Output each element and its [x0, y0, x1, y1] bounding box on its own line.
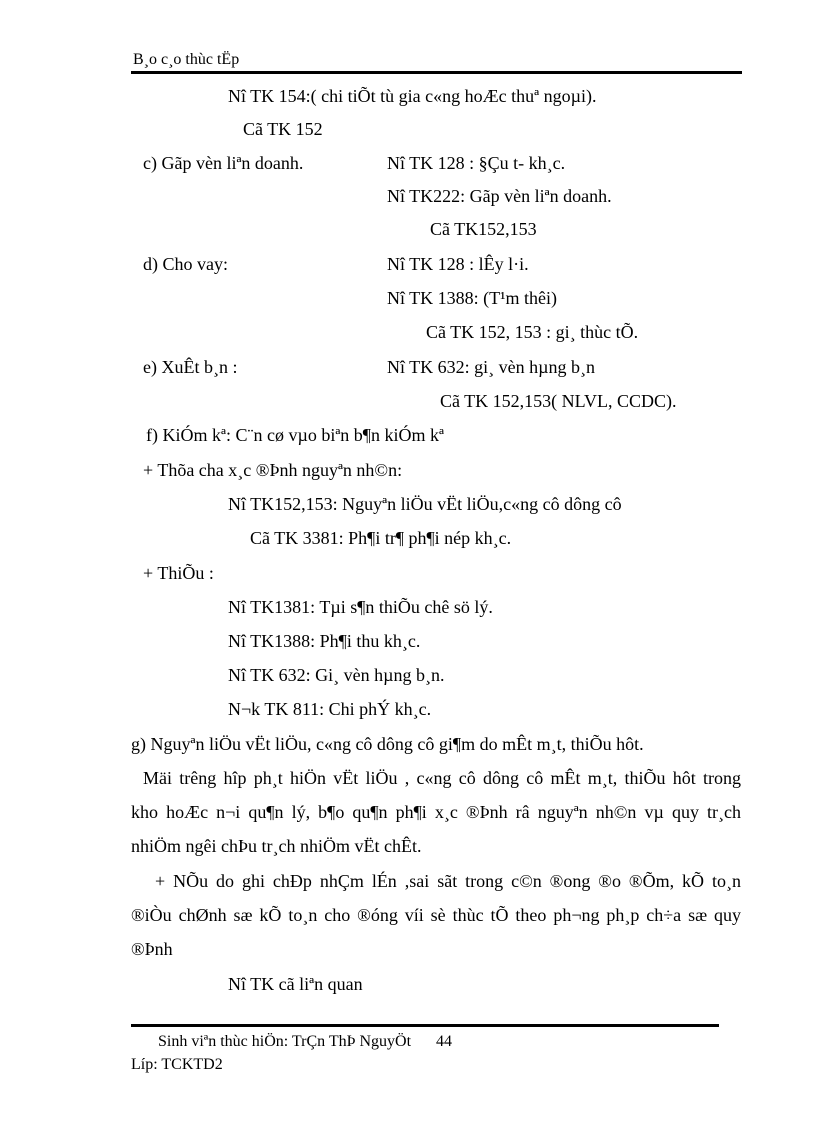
entry-line: Cã TK152,153: [430, 219, 537, 239]
running-header: B¸o c¸o thùc tËp: [133, 51, 240, 68]
page-number: 44: [436, 1033, 452, 1050]
paragraph-text: ®iÒu chØnh sæ kÕ to¸n cho ®óng víi sè thùc tÕ theo ph¬ng ph¸p ch÷a sæ quy: [131, 905, 741, 925]
case-heading: f) KiÓm kª: C¨n cø vµo biªn b¶n kiÓm kª: [146, 425, 444, 445]
paragraph-line: [143, 767, 741, 789]
case-heading: g) Nguyªn liÖu vËt liÖu, c«ng cô dông cô gi¶m do mÊt m¸t, thiÕu hôt.: [131, 734, 644, 754]
footer-rule: [131, 1024, 719, 1027]
entry-line: Nî TK222: Gãp vèn liªn doanh.: [387, 186, 612, 206]
entry-line: Nî TK 128 : §Çu t- kh¸c.: [387, 153, 566, 173]
paragraph-text: Mäi trêng hîp ph¸t hiÖn vËt liÖu , c«ng cô dông cô mÊt m¸t, thiÕu hôt trong: [143, 768, 741, 788]
paragraph-text: kho hoÆc n¬i qu¶n lý, b¶o qu¶n ph¶i x¸c ®Þnh râ nguyªn nh©n vµ quy tr¸ch: [131, 802, 741, 822]
entry-line: Nî TK 1388: (T¹m thêi): [387, 288, 558, 308]
sub-heading: + Thõa cha x¸c ®Þnh nguyªn nh©n:: [143, 460, 403, 480]
entry-line: Nî TK cã liªn quan: [228, 974, 363, 994]
paragraph-line: [155, 870, 741, 892]
entry-line: Nî TK 632: gi¸ vèn hµng b¸n: [387, 357, 596, 377]
paragraph-text: + NÕu do ghi chÐp nhÇm lÉn ,sai sãt trong c©n ®ong ®o ®Õm, kÕ to¸n: [155, 871, 741, 891]
case-heading: e) XuÊt b¸n :: [143, 357, 238, 377]
entry-line: Cã TK 152: [243, 119, 323, 139]
paragraph-line: ®Þnh: [131, 939, 173, 959]
paragraph-line: [131, 904, 741, 926]
header-rule: [131, 71, 742, 74]
entry-line: Cã TK 3381: Ph¶i tr¶ ph¶i nép kh¸c.: [250, 528, 512, 548]
entry-line: Cã TK 152, 153 : gi¸ thùc tÕ.: [426, 322, 639, 342]
footer-author: Sinh viªn thùc hiÖn: TrÇn ThÞ NguyÖt: [158, 1033, 412, 1050]
entry-line: Cã TK 152,153( NLVL, CCDC).: [440, 391, 677, 411]
entry-line: Nî TK 154:( chi tiÕt tù gia c«ng hoÆc thuª ngoµi).: [228, 86, 597, 106]
entry-line: N¬k TK 811: Chi phÝ kh¸c.: [228, 699, 432, 719]
entry-line: Nî TK152,153: Nguyªn liÖu vËt liÖu,c«ng cô dông cô: [228, 494, 622, 514]
case-heading: c) Gãp vèn liªn doanh.: [143, 153, 304, 173]
footer-class: Líp: TCKTD2: [131, 1056, 223, 1073]
entry-line: Nî TK1388: Ph¶i thu kh¸c.: [228, 631, 421, 651]
case-heading: d) Cho vay:: [143, 254, 228, 274]
entry-line: Nî TK 632: Gi¸ vèn hµng b¸n.: [228, 665, 445, 685]
entry-line: Nî TK 128 : lÊy l·i.: [387, 254, 529, 274]
sub-heading: + ThiÕu :: [143, 563, 214, 583]
entry-line: Nî TK1381: Tµi s¶n thiÕu chê sö lý.: [228, 597, 493, 617]
paragraph-line: nhiÖm ngêi chÞu tr¸ch nhiÖm vËt chÊt.: [131, 836, 422, 856]
paragraph-line: [131, 801, 741, 823]
